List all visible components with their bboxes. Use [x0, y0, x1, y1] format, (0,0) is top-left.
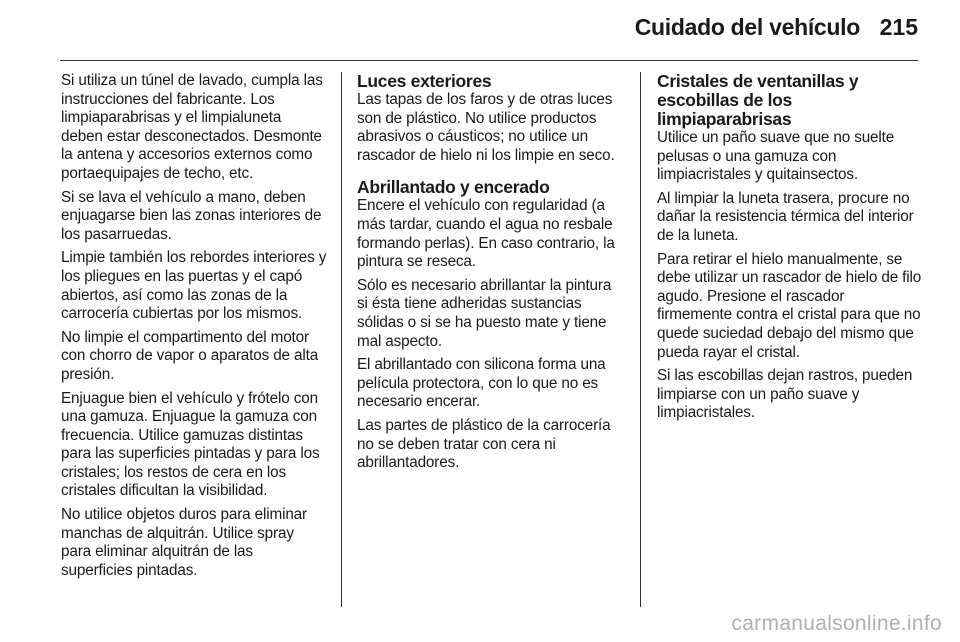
paragraph: Limpie también los rebordes interiores y los pliegues en las puertas y el capó abiertos, así como las zonas de la carrocería cubiertas por los mismos. — [61, 249, 327, 323]
paragraph: Encere el vehículo con regularidad (a más tardar, cuando el agua no resbale formando perlas). En caso contrario, la pintura se reseca. — [357, 197, 615, 271]
paragraph: No utilice objetos duros para eliminar manchas de alquitrán. Utilice spray para eliminar alquitrán de las superficies pintadas. — [61, 506, 307, 579]
paragraph: Al limpiar la luneta trasera, procure no dañar la resistencia térmica del interior de la luneta. — [657, 189, 914, 244]
column-divider — [341, 72, 342, 607]
text-column-1 — [61, 72, 327, 585]
watermark: carmanualsonline.info — [731, 612, 942, 635]
paragraph: Las tapas de los faros y de otras luces son de plástico. No utilice productos abrasivos o cáusticos; no utilice un rascador de hielo ni los limpie en seco. — [357, 91, 615, 164]
paragraph: Si utiliza un túnel de lavado, cumpla las instrucciones del fabricante. Los limpiaparabrisas y el limpialuneta deben estar desconectados. Desmonte la antena y accesorios externos como portaequipajes de techo, etc. — [61, 72, 323, 182]
paragraph: No limpie el compartimento del motor con chorro de vapor o aparatos de alta presión. — [61, 328, 319, 383]
section-heading: Abrillantado y encerado — [357, 177, 550, 198]
paragraph: Si las escobillas dejan rastros, pueden limpiarse con un paño suave y limpiacristales. — [657, 367, 913, 422]
paragraph: Utilice un paño suave que no suelte pelusas o una gamuza con limpiacristales y quitainsectos. — [657, 129, 895, 184]
paragraph: Las partes de plástico de la carrocería no se deben tratar con cera ni abrillantadores. — [357, 416, 611, 472]
paragraph: El abrillantado con silicona forma una película protectora, con lo que no es necesario encerar. — [357, 356, 606, 411]
text-column-2 — [357, 72, 623, 478]
section-heading: Luces exteriores — [357, 71, 492, 91]
section-heading: Cristales de ventanillas y escobillas de los limpiaparabrisas — [657, 71, 859, 129]
column-divider — [640, 72, 641, 607]
header-divider — [60, 60, 918, 61]
page-header — [0, 0, 960, 60]
paragraph: Si se lava el vehículo a mano, deben enjuagarse bien las zonas interiores de los pasarruedas. — [61, 188, 322, 243]
page-number: 215 — [879, 14, 918, 40]
page-title: Cuidado del vehículo — [634, 14, 860, 40]
paragraph: Sólo es necesario abrillantar la pintura si ésta tiene adheridas sustancias sólidas o si se ha puesto mate y tiene mal aspecto. — [357, 276, 612, 350]
text-column-3 — [657, 72, 923, 428]
paragraph: Enjuague bien el vehículo y frótelo con una gamuza. Enjuague la gamuza con frecuencia. Utilice gamuzas distintas para las superficies pintadas y para los cristales; los restos de cera en los cristales dificultan la visibilidad. — [61, 389, 320, 500]
paragraph: Para retirar el hielo manualmente, se debe utilizar un rascador de hielo de filo agudo. Presione el rascador firmemente contra el cristal para que no quede suciedad debajo del mismo que pueda rayar el cristal. — [657, 250, 922, 361]
